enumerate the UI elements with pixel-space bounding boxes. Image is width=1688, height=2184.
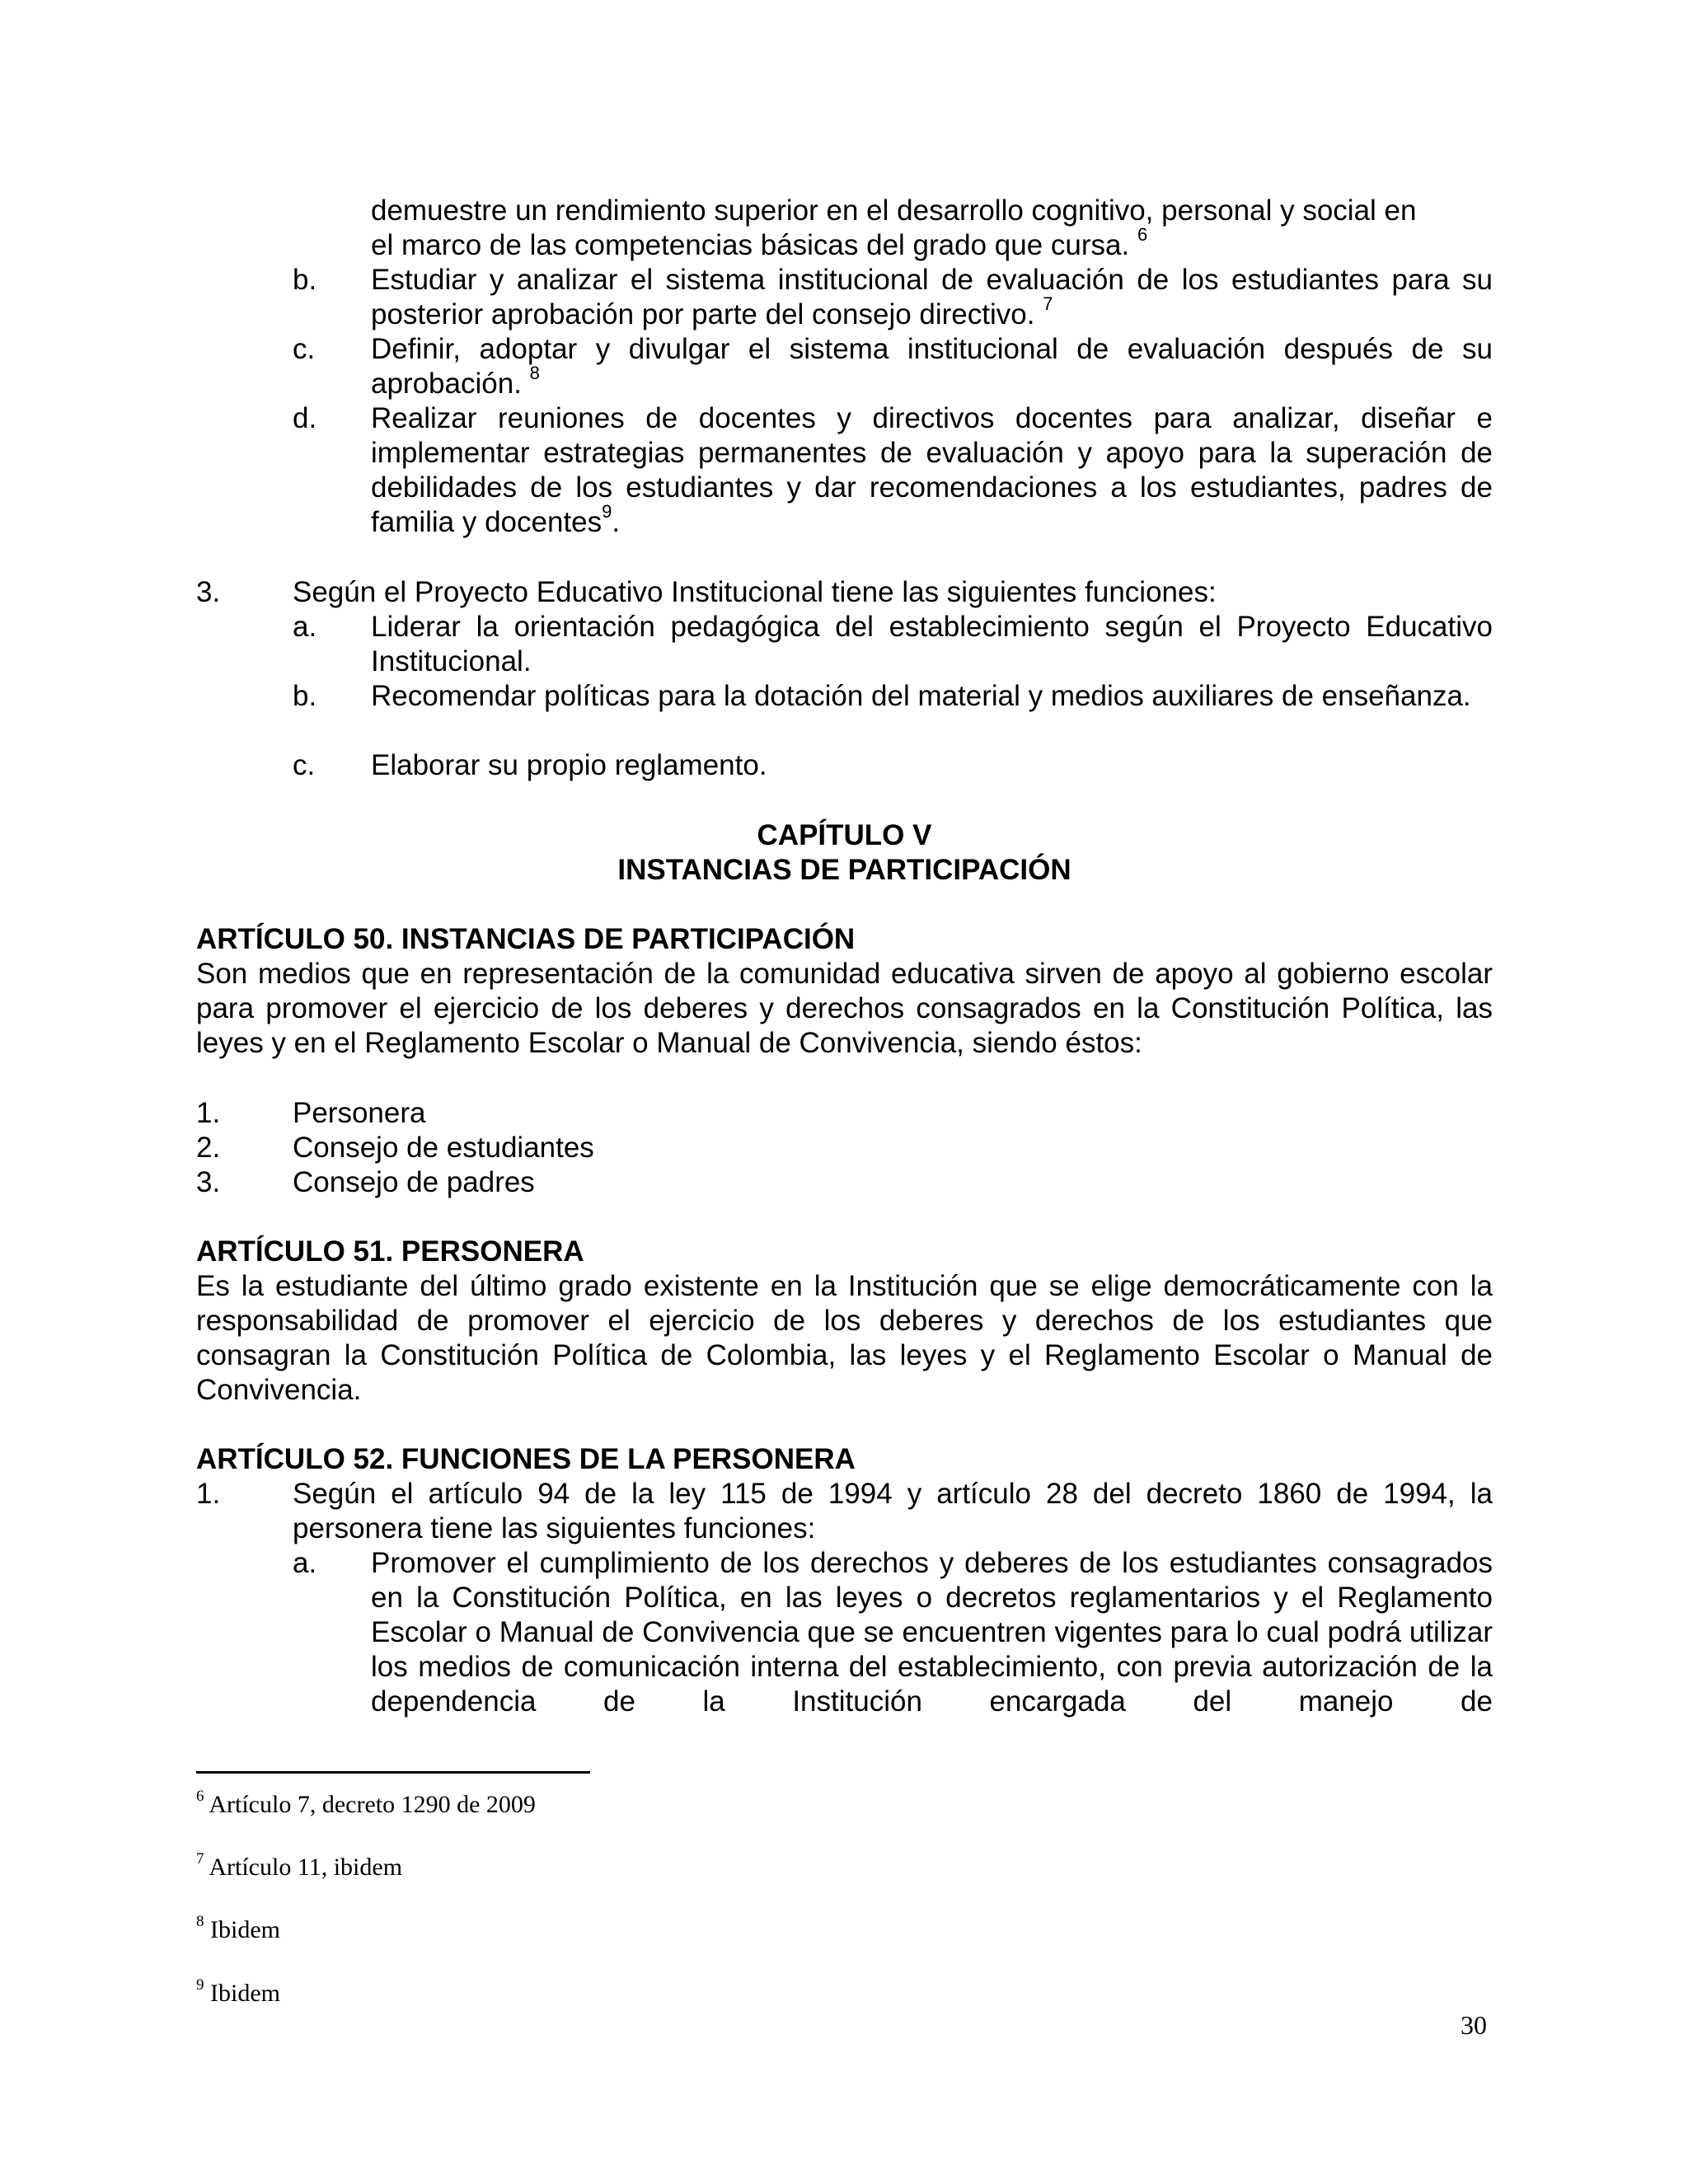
list-item-text: Recomendar políticas para la dotación del material y medios auxiliares de enseñanza. [371,680,1471,712]
list-marker: 1. [196,1478,221,1510]
list-item [196,1546,1493,1719]
numbered-item [196,1131,1493,1165]
list-item [196,610,1493,679]
list-marker: 1. [196,1097,221,1129]
continuation-paragraph [196,194,1493,263]
list-marker: a. [293,1547,317,1579]
footnote: $^7$ Artículo 11, ibidem [196,1850,403,1881]
continuation-line: demuestre un rendimiento superior en el desarrollo cognitivo, personal y social en [371,194,1417,227]
article-paragraph: Es la estudiante del último grado existente en la Institución que se elige democráticamente con la responsabilidad de promover el ejercicio de los deberes y derechos de los estudiantes que consagran la Constitución Política de Colombia, las leyes y el Reglamento Escolar o Manual de Convivencia. [196,1270,1493,1406]
list-item-text: Definir, adoptar y divulgar el sistema institucional de evaluación después de su aprobación. $^8$ [371,333,1493,400]
article-paragraph: Son medios que en representación de la comunidad educativa sirven de apoyo al gobierno escolar para promover el ejercicio de los deberes y derechos consagrados en la Constitución Política, las leyes y en el Reglamento Escolar o Manual de Convivencia, siendo éstos: [196,958,1493,1059]
list-marker: a. [293,611,317,643]
list-item [196,401,1493,540]
list-item [196,263,1493,332]
numbered-item [196,1096,1493,1131]
list-marker: d. [293,402,317,434]
footnote-separator [196,1771,590,1774]
list-item-text: Según el Proyecto Educativo Institucional tiene las siguientes funciones: [293,576,1217,608]
footnote-ref[interactable]: 7 [1043,293,1053,315]
list-item [196,748,1493,783]
page-number: 30 [1461,2010,1487,2040]
article-heading: ARTÍCULO 50. INSTANCIAS DE PARTICIPACIÓN [196,923,856,955]
chapter-title: CAPÍTULO V [757,819,932,851]
list-marker: b. [293,264,317,296]
numbered-item [196,575,1493,610]
list-marker: 3. [196,576,221,608]
list-item-text: Promover el cumplimiento de los derechos y deberes de los estudiantes consagrados en la Constitución Política, en las leyes o decretos reglamentarios y el Reglamento Escolar o Manual de Convivencia que se encuentren vigentes para lo cual podrá utilizar los medios de comunicación interna del establecimiento, con previa autorización de la dependencia de la Institución encargada del manejo de [371,1547,1493,1718]
list-item-text: Estudiar y analizar el sistema institucional de evaluación de los estudiantes para su posterior aprobación por parte del consejo directivo. $^7$ [371,264,1493,330]
list-marker: 3. [196,1166,221,1198]
list-marker: b. [293,680,317,712]
list-item-text: Consejo de estudiantes [293,1132,594,1164]
numbered-item [196,1477,1493,1546]
footnote-ref[interactable]: 6 [1137,224,1148,246]
footnote: $^6$ Artículo 7, decreto 1290 de 2009 [196,1788,536,1818]
footnote-ref[interactable]: 9 [602,501,612,523]
article-heading: ARTÍCULO 52. FUNCIONES DE LA PERSONERA [196,1443,856,1475]
footnote: $^9$ Ibidem [196,1976,280,2007]
footnote: $^8$ Ibidem [196,1913,280,1943]
list-item-text: Elaborar su propio reglamento. [371,749,767,781]
list-item-text: Consejo de padres [293,1166,535,1198]
article-heading: ARTÍCULO 51. PERSONERA [196,1235,584,1268]
list-item-text: Según el artículo 94 de la ley 115 de 1994 y artículo 28 del decreto 1860 de 1994, la personera tiene las siguientes funciones: [293,1478,1493,1544]
continuation-line: el marco de las competencias básicas del grado que cursa. $^6$ [371,224,1148,261]
list-marker: 2. [196,1132,221,1164]
numbered-item [196,1165,1493,1200]
list-item-text: Realizar reuniones de docentes y directivos docentes para analizar, diseñar e implementar estrategias permanentes de evaluación y apoyo para la superación de debilidades de los estudiantes y dar recomendaciones a los estudiantes, padres de familia y docentes$^9$. [371,402,1493,538]
list-marker: c. [293,333,316,365]
list-marker: c. [293,749,316,781]
chapter-subtitle: INSTANCIAS DE PARTICIPACIÓN [617,854,1071,886]
list-item-text: Liderar la orientación pedagógica del establecimiento según el Proyecto Educativo Institucional. [371,611,1493,677]
list-item [196,332,1493,401]
list-item [196,679,1493,748]
list-item-text: Personera [293,1097,426,1129]
footnote-ref[interactable]: 8 [529,363,540,384]
